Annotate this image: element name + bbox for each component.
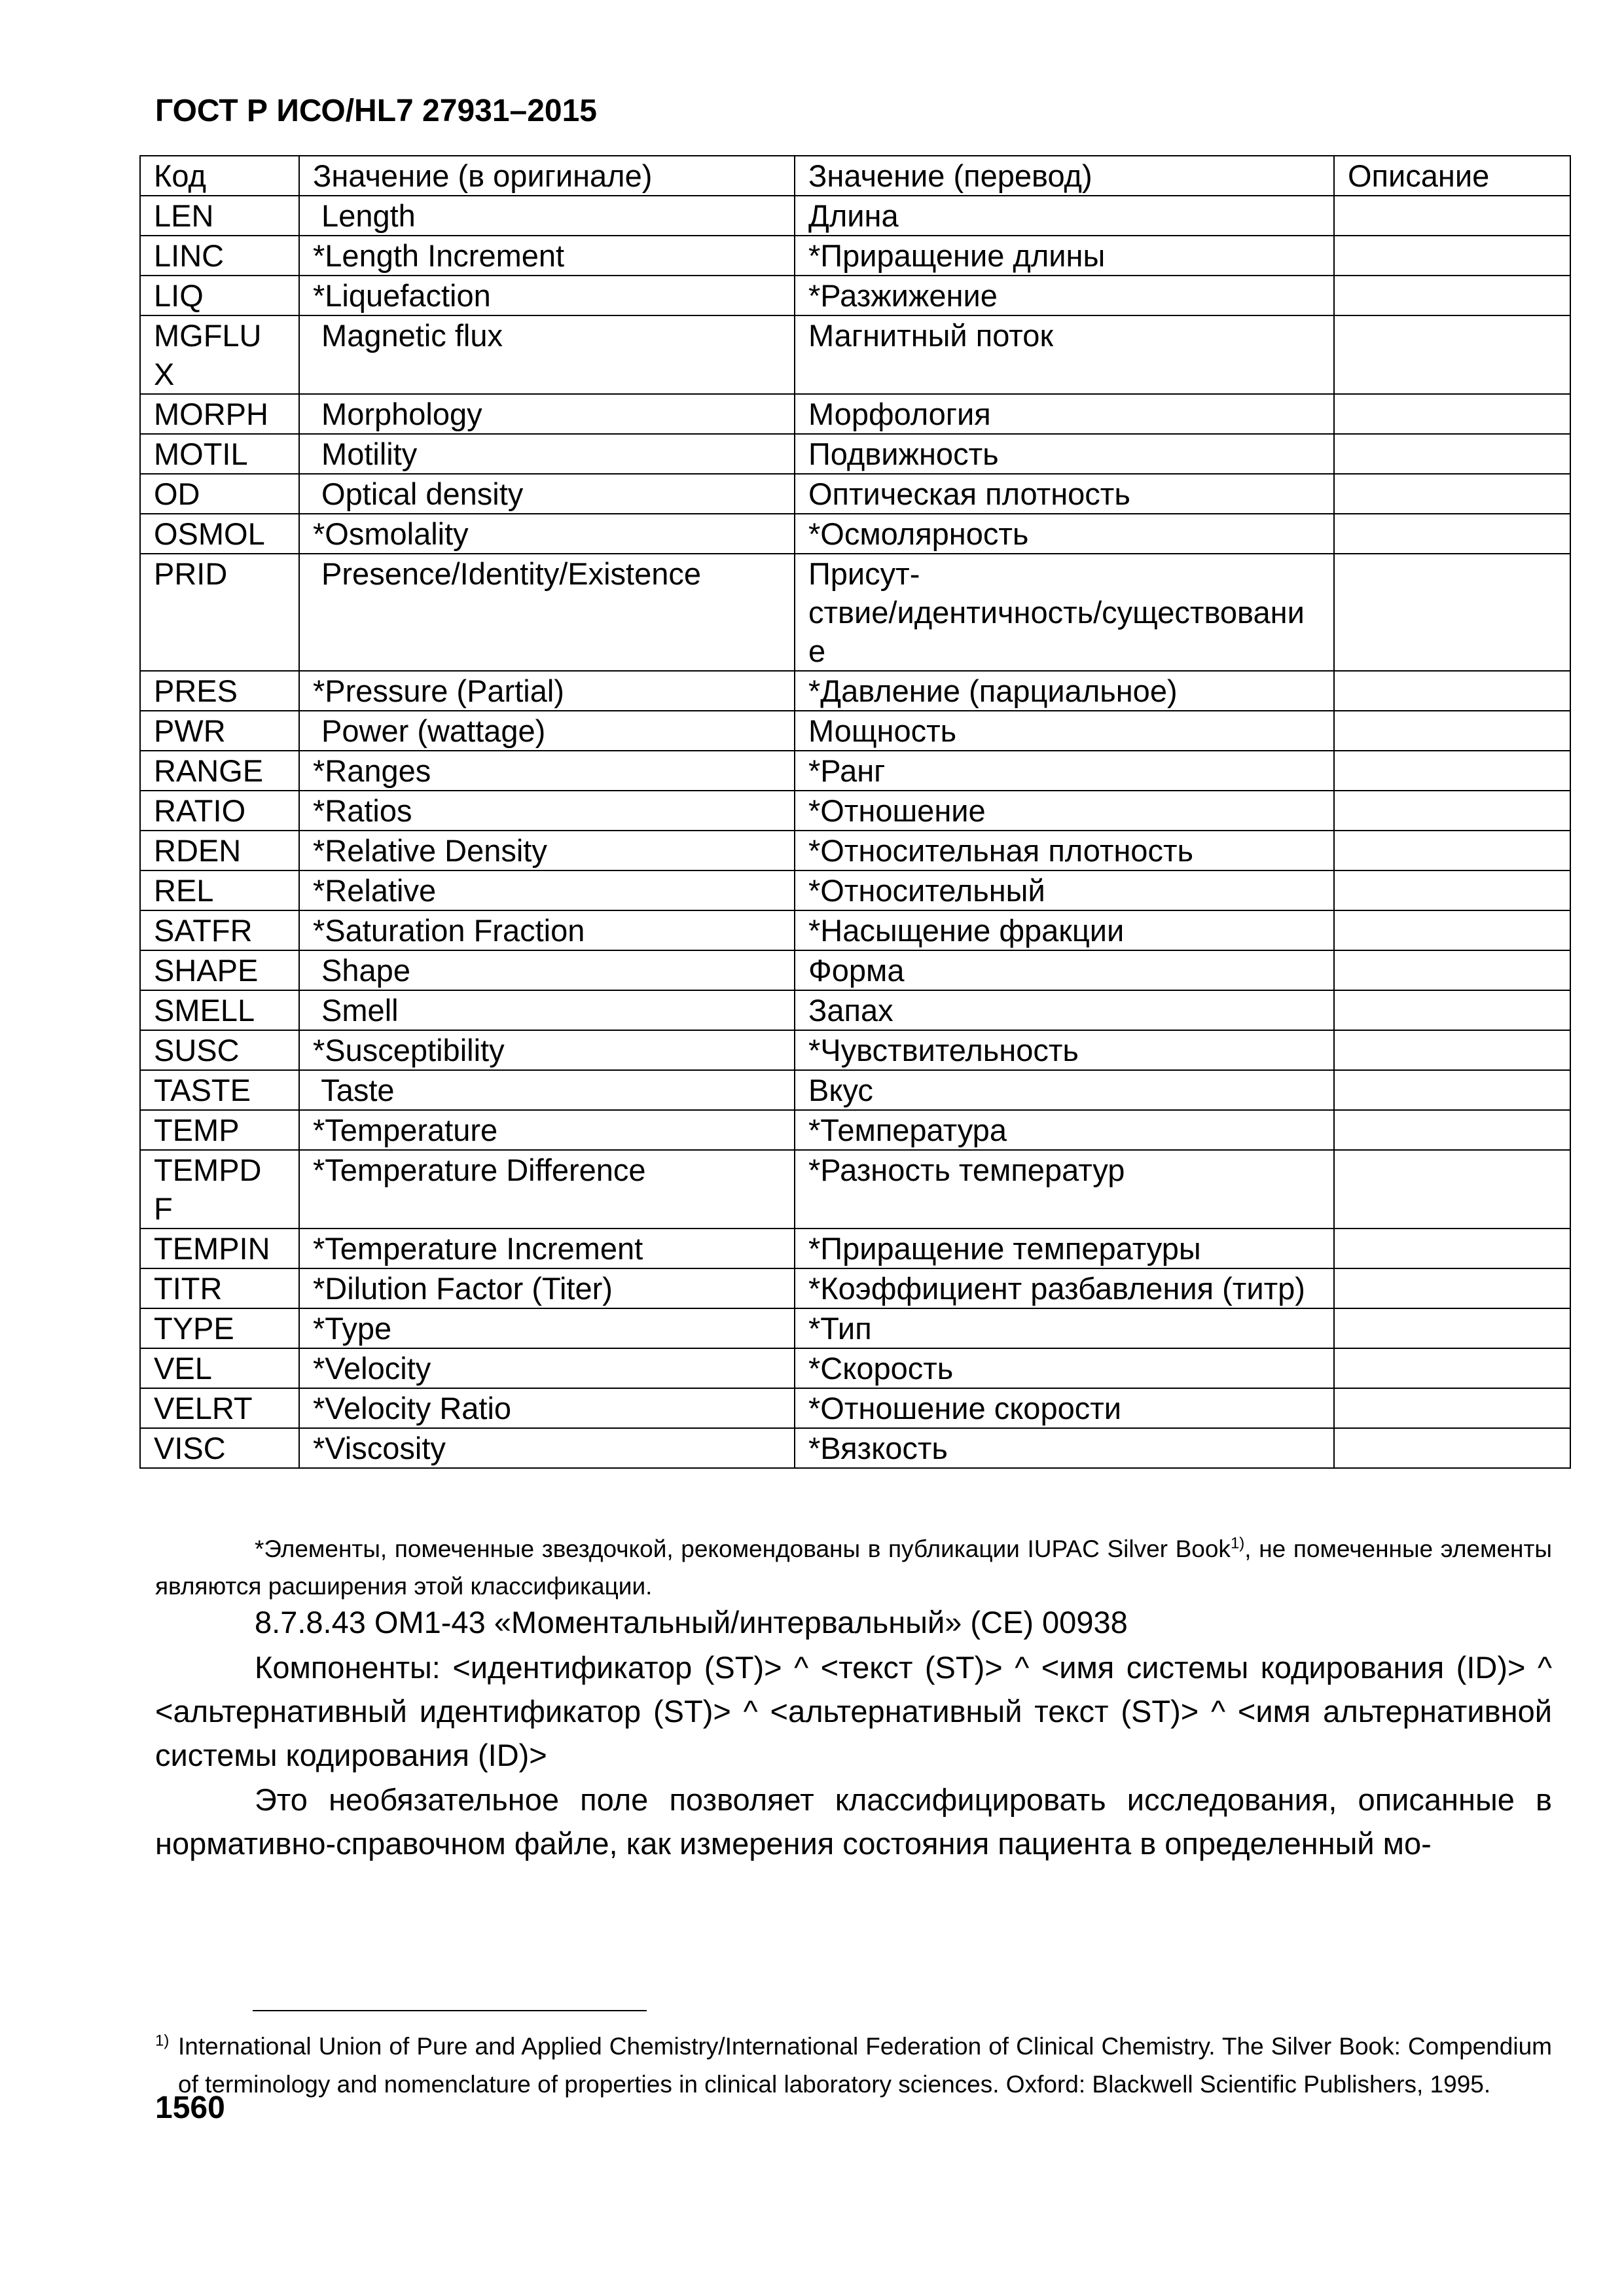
cell-translation: Оптическая плотность xyxy=(795,474,1334,514)
column-header-original: Значение (в оригинале) xyxy=(299,156,795,196)
cell-description xyxy=(1334,831,1570,870)
note-text-before: *Элементы, помеченные звездочкой, рекомендованы в публикации IUPAC Silver Book xyxy=(255,1535,1231,1562)
cell-translation: *Тип xyxy=(795,1308,1334,1348)
cell-code: SUSC xyxy=(140,1030,299,1070)
table-row xyxy=(140,671,1570,711)
cell-code: VEL xyxy=(140,1348,299,1388)
cell-translation: *Температура xyxy=(795,1110,1334,1150)
cell-original: *Temperature Difference xyxy=(299,1150,795,1229)
cell-original: *Length Increment xyxy=(299,236,795,276)
table-row xyxy=(140,236,1570,276)
table-row xyxy=(140,394,1570,434)
table-row xyxy=(140,1229,1570,1268)
cell-original: Magnetic flux xyxy=(299,315,795,394)
note-footnote-ref: 1) xyxy=(1230,1534,1245,1552)
cell-translation: *Отношение xyxy=(795,791,1334,831)
table-row xyxy=(140,990,1570,1030)
cell-translation: Форма xyxy=(795,950,1334,990)
table-row xyxy=(140,514,1570,554)
footnote-marker: 1) xyxy=(155,2032,170,2050)
cell-original: *Temperature xyxy=(299,1110,795,1150)
cell-original: Motility xyxy=(299,434,795,474)
cell-description xyxy=(1334,990,1570,1030)
cell-code: MORPH xyxy=(140,394,299,434)
cell-description xyxy=(1334,1388,1570,1428)
cell-description xyxy=(1334,1428,1570,1468)
cell-code: TITR xyxy=(140,1268,299,1308)
cell-translation: Морфология xyxy=(795,394,1334,434)
cell-original: *Osmolality xyxy=(299,514,795,554)
cell-original: *Dilution Factor (Titer) xyxy=(299,1268,795,1308)
cell-original: *Saturation Fraction xyxy=(299,910,795,950)
table-body xyxy=(140,196,1570,1468)
cell-description xyxy=(1334,751,1570,791)
cell-description xyxy=(1334,315,1570,394)
cell-code: VISC xyxy=(140,1428,299,1468)
property-codes-table xyxy=(139,155,1571,1469)
cell-original: *Velocity xyxy=(299,1348,795,1388)
table-row xyxy=(140,751,1570,791)
cell-code: LIQ xyxy=(140,276,299,315)
cell-description xyxy=(1334,514,1570,554)
table-row xyxy=(140,474,1570,514)
footnote xyxy=(155,2028,1552,2104)
cell-translation: *Относительная плотность xyxy=(795,831,1334,870)
cell-original: *Pressure (Partial) xyxy=(299,671,795,711)
cell-translation: Длина xyxy=(795,196,1334,236)
cell-translation: *Скорость xyxy=(795,1348,1334,1388)
cell-translation: *Приращение температуры xyxy=(795,1229,1334,1268)
cell-description xyxy=(1334,1229,1570,1268)
cell-description xyxy=(1334,236,1570,276)
table-row xyxy=(140,870,1570,910)
cell-code: TEMPD F xyxy=(140,1150,299,1229)
table-row xyxy=(140,1110,1570,1150)
table-row xyxy=(140,554,1570,671)
cell-original: *Liquefaction xyxy=(299,276,795,315)
cell-code: TYPE xyxy=(140,1308,299,1348)
cell-code: MOTIL xyxy=(140,434,299,474)
cell-code: TEMP xyxy=(140,1110,299,1150)
cell-code: OSMOL xyxy=(140,514,299,554)
cell-description xyxy=(1334,910,1570,950)
column-header-code: Код xyxy=(140,156,299,196)
table-row xyxy=(140,711,1570,751)
cell-code: RATIO xyxy=(140,791,299,831)
cell-code: SHAPE xyxy=(140,950,299,990)
cell-original: *Relative xyxy=(299,870,795,910)
table-row xyxy=(140,910,1570,950)
cell-code: PWR xyxy=(140,711,299,751)
cell-translation: Вкус xyxy=(795,1070,1334,1110)
cell-translation: *Разжижение xyxy=(795,276,1334,315)
cell-description xyxy=(1334,1150,1570,1229)
cell-translation: *Давление (парциальное) xyxy=(795,671,1334,711)
cell-original: *Relative Density xyxy=(299,831,795,870)
cell-original: *Ranges xyxy=(299,751,795,791)
table-note xyxy=(155,1530,1552,1605)
cell-code: PRES xyxy=(140,671,299,711)
cell-code: TEMPIN xyxy=(140,1229,299,1268)
table-row xyxy=(140,1348,1570,1388)
cell-translation: *Отношение скорости xyxy=(795,1388,1334,1428)
cell-translation: Подвижность xyxy=(795,434,1334,474)
column-header-description: Описание xyxy=(1334,156,1570,196)
cell-translation: Запах xyxy=(795,990,1334,1030)
cell-code: SMELL xyxy=(140,990,299,1030)
table-row xyxy=(140,1268,1570,1308)
cell-translation: Мощность xyxy=(795,711,1334,751)
cell-original: *Susceptibility xyxy=(299,1030,795,1070)
note-text-after: , не помеченные элементы являются расширения этой классификации. xyxy=(155,1535,1552,1600)
footnote-text: International Union of Pure and Applied Chemistry/International Federation of Clinical Chemistry. The Silver Book: Compendium of terminology and nomenclature of properties in clinical laboratory sciences. Oxford: Blackwell Scientific Publishers, 1995. xyxy=(178,2033,1552,2098)
cell-translation: Магнитный поток xyxy=(795,315,1334,394)
cell-translation: *Ранг xyxy=(795,751,1334,791)
cell-code: TASTE xyxy=(140,1070,299,1110)
cell-original: Morphology xyxy=(299,394,795,434)
cell-description xyxy=(1334,474,1570,514)
cell-original: Smell xyxy=(299,990,795,1030)
cell-description xyxy=(1334,1268,1570,1308)
cell-code: OD xyxy=(140,474,299,514)
table-row xyxy=(140,196,1570,236)
cell-description xyxy=(1334,1308,1570,1348)
table-row xyxy=(140,1030,1570,1070)
cell-translation: *Коэффициент разбавления (титр) xyxy=(795,1268,1334,1308)
cell-description xyxy=(1334,870,1570,910)
cell-description xyxy=(1334,1030,1570,1070)
cell-original: *Velocity Ratio xyxy=(299,1388,795,1428)
cell-description xyxy=(1334,1070,1570,1110)
section-heading: 8.7.8.43 OM1-43 «Моментальный/интервальный» (CE) 00938 xyxy=(255,1605,1128,1640)
table-row xyxy=(140,1150,1570,1229)
cell-translation: *Насыщение фракции xyxy=(795,910,1334,950)
components-paragraph: Компоненты: <идентификатор (ST)> ^ <текст (ST)> ^ <имя системы кодирования (ID)> ^ <альтернативный идентификатор (ST)> ^ <альтернативный текст (ST)> ^ <имя альтернативной системы кодирования (ID)> xyxy=(155,1650,1552,1772)
cell-translation: *Разность температур xyxy=(795,1150,1334,1229)
cell-description xyxy=(1334,554,1570,671)
cell-code: VELRT xyxy=(140,1388,299,1428)
cell-code: LINC xyxy=(140,236,299,276)
footnote-separator xyxy=(253,2010,647,2011)
cell-description xyxy=(1334,950,1570,990)
cell-original: Optical density xyxy=(299,474,795,514)
cell-description xyxy=(1334,276,1570,315)
cell-description xyxy=(1334,434,1570,474)
body-paragraph: Это необязательное поле позволяет классифицировать исследования, описанные в нормативно-справочном файле, как измерения состояния пациента в определенный мо- xyxy=(155,1782,1552,1861)
cell-code: REL xyxy=(140,870,299,910)
table-header-row xyxy=(140,156,1570,196)
cell-translation: *Приращение длины xyxy=(795,236,1334,276)
table-row xyxy=(140,1308,1570,1348)
cell-description xyxy=(1334,671,1570,711)
cell-translation: Присут- ствие/идентичность/существование xyxy=(795,554,1334,671)
page-number: 1560 xyxy=(155,2090,225,2125)
cell-original: *Type xyxy=(299,1308,795,1348)
cell-translation: *Вязкость xyxy=(795,1428,1334,1468)
document-header: ГОСТ Р ИСО/HL7 27931–2015 xyxy=(155,94,597,128)
cell-description xyxy=(1334,791,1570,831)
cell-translation: *Осмолярность xyxy=(795,514,1334,554)
cell-original: *Ratios xyxy=(299,791,795,831)
table-row xyxy=(140,1070,1570,1110)
cell-translation: *Чувствительность xyxy=(795,1030,1334,1070)
cell-original: *Viscosity xyxy=(299,1428,795,1468)
cell-original: Power (wattage) xyxy=(299,711,795,751)
cell-code: SATFR xyxy=(140,910,299,950)
table-row xyxy=(140,434,1570,474)
cell-original: Presence/Identity/Existence xyxy=(299,554,795,671)
column-header-translation: Значение (перевод) xyxy=(795,156,1334,196)
cell-code: RDEN xyxy=(140,831,299,870)
table-row xyxy=(140,950,1570,990)
cell-code: RANGE xyxy=(140,751,299,791)
cell-original: Taste xyxy=(299,1070,795,1110)
table-row xyxy=(140,276,1570,315)
cell-original: *Temperature Increment xyxy=(299,1229,795,1268)
cell-code: MGFLU X xyxy=(140,315,299,394)
table-row xyxy=(140,1428,1570,1468)
table-row xyxy=(140,831,1570,870)
cell-description xyxy=(1334,1110,1570,1150)
cell-description xyxy=(1334,196,1570,236)
cell-description xyxy=(1334,1348,1570,1388)
table-row xyxy=(140,1388,1570,1428)
cell-translation: *Относительный xyxy=(795,870,1334,910)
cell-original: Shape xyxy=(299,950,795,990)
cell-code: LEN xyxy=(140,196,299,236)
cell-description xyxy=(1334,394,1570,434)
cell-code: PRID xyxy=(140,554,299,671)
cell-description xyxy=(1334,711,1570,751)
table-row xyxy=(140,791,1570,831)
table-row xyxy=(140,315,1570,394)
cell-original: Length xyxy=(299,196,795,236)
